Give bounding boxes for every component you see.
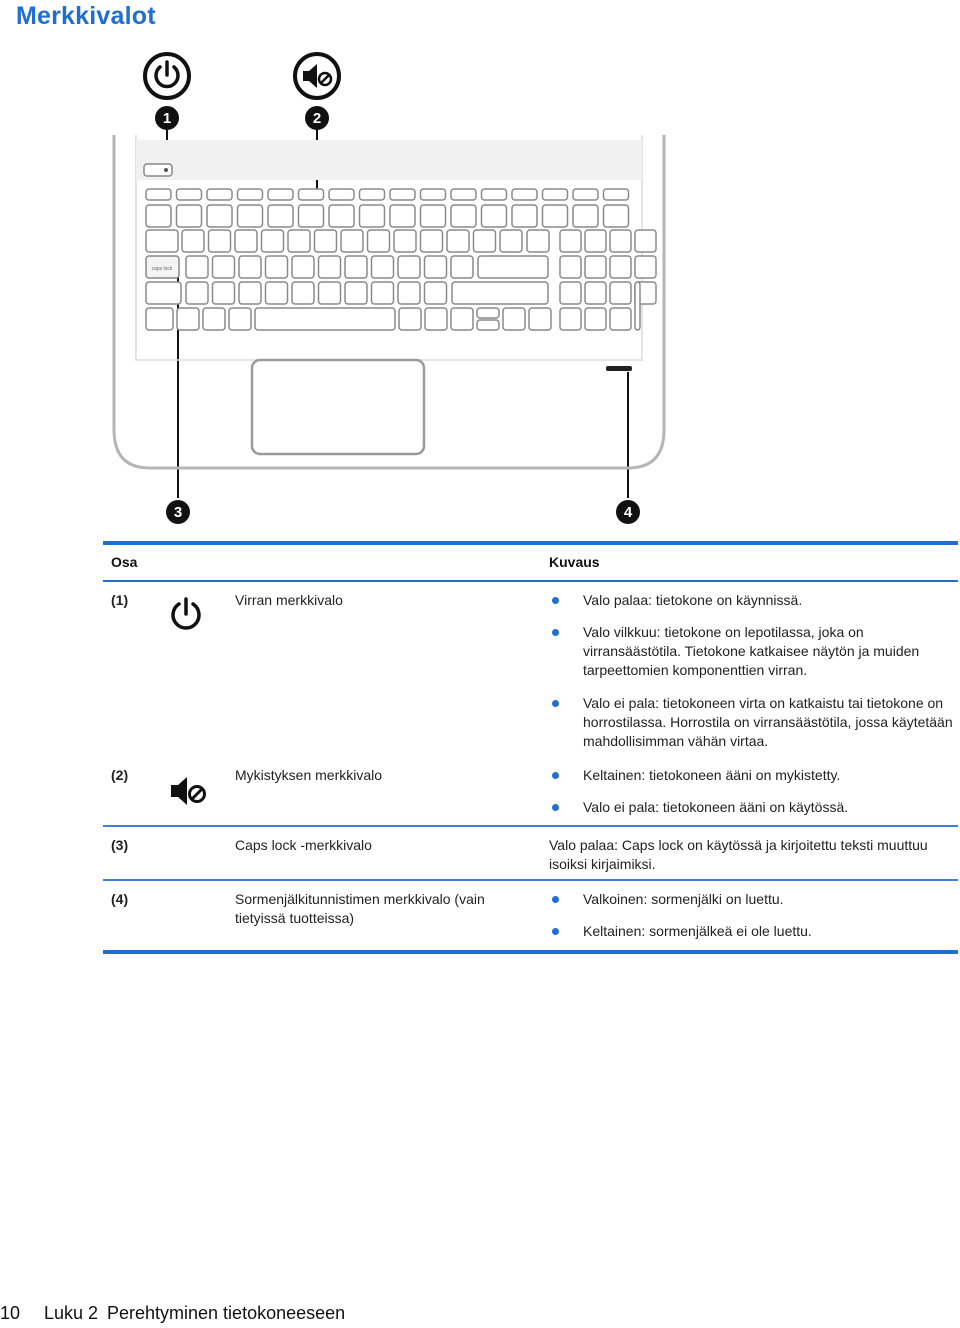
keyboard-key [213,256,235,278]
keyboard-key [262,230,284,252]
keyboard-key [477,320,499,330]
keyboard-key [425,282,447,304]
header-description: Kuvaus [549,554,600,570]
keyboard-key [635,230,656,252]
row-4-number: (4) [111,891,129,907]
keyboard-key [213,282,235,304]
keyboard-key [255,308,395,330]
row-4-bullet-1: Valkoinen: sormenjälki on luettu. [583,890,958,909]
keyboard-key [635,256,656,278]
keyboard-key [146,308,173,330]
keyboard-key [585,256,606,278]
keyboard-key [635,282,640,330]
keyboard-key [203,308,225,330]
keyboard-key [288,230,310,252]
row-2-bullet-2: Valo ei pala: tietokoneen ääni on käytössä. [583,798,958,817]
keyboard-key [478,256,548,278]
keyboard-key [146,189,171,200]
keyboard-illustration [100,40,680,540]
callout-number: 4 [623,504,633,521]
chapter-label: Luku 2 [44,1303,99,1323]
keyboard-key [186,256,208,278]
keyboard-key [329,189,354,200]
keyboard-key [266,256,288,278]
keyboard-key [560,230,581,252]
keyboard-key [235,230,257,252]
mute-icon [169,775,207,812]
keyboard-key [292,282,314,304]
row-2-name: Mykistyksen merkkivalo [235,767,383,783]
keyboard-key [398,256,420,278]
keyboard-key [543,205,568,227]
table-top-rule [103,541,958,545]
row-3-name: Caps lock -merkkivalo [235,837,372,853]
keyboard-key [146,205,171,227]
keyboard-key [399,308,421,330]
caps-lock-key-label: caps lock [151,266,173,272]
keyboard-key [229,308,251,330]
keyboard-key [238,205,263,227]
keyboard-key [482,205,507,227]
keyboard-key [451,189,476,200]
keyboard-key [146,282,181,304]
keyboard-key [585,308,606,330]
keyboard-key [207,189,232,200]
row-divider [103,825,958,827]
figure-power-icon [145,54,189,98]
keyboard-key [209,230,231,252]
keyboard-key [345,282,367,304]
keyboard-key [474,230,496,252]
row-2-number: (2) [111,767,129,783]
keyboard-key [146,230,178,252]
keyboard-key [421,189,446,200]
row-4-name: Sormenjälkitunnistimen merkkivalo (vain tietyissä tuotteissa) [235,891,485,926]
keyboard-key [421,205,446,227]
row-divider [103,879,958,881]
figure-mute-icon [295,54,339,98]
keyboard-key [299,189,324,200]
row-1-bullet-2: Valo vilkkuu: tietokone on lepotilassa, joka on virransäästötila. Tietokone katkaisee näytön ja muiden tarpeettomien komponenttien virran. [583,623,958,680]
keyboard-key [268,205,293,227]
keyboard-key [610,230,631,252]
keyboard-key [360,205,385,227]
keyboard-key [425,308,447,330]
keyboard-key [266,282,288,304]
keyboard-key [529,308,551,330]
keyboard-key [527,230,549,252]
keyboard-key [560,308,581,330]
keyboard-key [610,282,631,304]
keyboard-key [451,205,476,227]
row-1-name: Virran merkkivalo [235,592,343,608]
row-1-bullet-1: Valo palaa: tietokone on käynnissä. [583,591,958,610]
keyboard-key [421,230,443,252]
keyboard-key [610,256,631,278]
keyboard-key [341,230,363,252]
keyboard-key [239,282,261,304]
keyboard-key [500,230,522,252]
row-3-number: (3) [111,837,129,853]
keyboard-key [560,282,581,304]
keyboard-key [512,189,537,200]
keyboard-key [239,256,261,278]
keyboard-key [177,308,199,330]
keyboard-key [482,189,507,200]
row-1-number: (1) [111,592,129,608]
keyboard-key [604,189,629,200]
keyboard-key [610,308,631,330]
power-icon [169,597,203,636]
keyboard-key [585,282,606,304]
keyboard-key [299,205,324,227]
keyboard-key [451,256,473,278]
keyboard-key [451,308,473,330]
keyboard-key [207,205,232,227]
keyboard-key [543,189,568,200]
keyboard-key [604,205,629,227]
keyboard-key [319,256,341,278]
callout-number: 1 [162,110,172,127]
keyboard-key [503,308,525,330]
keyboard-figure [100,40,680,540]
chapter-title: Perehtyminen tietokoneeseen [107,1303,346,1323]
keyboard-key [368,230,390,252]
keyboard-key [573,205,598,227]
keyboard-key [585,230,606,252]
keyboard-key [452,282,548,304]
callout-number: 2 [312,110,322,127]
keyboard-key [360,189,385,200]
header-part: Osa [111,554,138,570]
keyboard-key [425,256,447,278]
row-4-bullet-2: Keltainen: sormenjälkeä ei ole luettu. [583,922,958,941]
table-bottom-rule [103,950,958,954]
keyboard-key [477,308,499,318]
keyboard-key [394,230,416,252]
keyboard-key [512,205,537,227]
keyboard-key [186,282,208,304]
keyboard-key [329,205,354,227]
keyboard-key [319,282,341,304]
keyboard-key [372,256,394,278]
page-title: Merkkivalot [16,2,156,30]
keyboard-key [268,189,293,200]
row-3-description: Valo palaa: Caps lock on käytössä ja kirjoitettu teksti muuttuu isoiksi kirjaimiksi. [549,837,928,872]
keyboard-key [560,256,581,278]
page-number: 10 [0,1303,21,1323]
keyboard-key [182,230,204,252]
keyboard-key [398,282,420,304]
row-2-bullet-1: Keltainen: tietokoneen ääni on mykistetty. [583,766,958,785]
keyboard-key [177,205,202,227]
keyboard-key [447,230,469,252]
row-1-bullet-3: Valo ei pala: tietokoneen virta on katkaistu tai tietokone on horrostilassa. Horrostila on virransäästötila, jossa käytetään mahdollisimman vähän virtaa. [583,694,958,751]
callout-number: 3 [173,504,183,521]
table-header-rule [103,580,958,582]
keyboard-key [238,189,263,200]
keyboard-key [573,189,598,200]
keyboard-key [390,189,415,200]
keyboard-key [390,205,415,227]
keyboard-key [315,230,337,252]
keyboard-key [177,189,202,200]
keyboard-key [372,282,394,304]
keyboard-key [292,256,314,278]
keyboard-key [345,256,367,278]
